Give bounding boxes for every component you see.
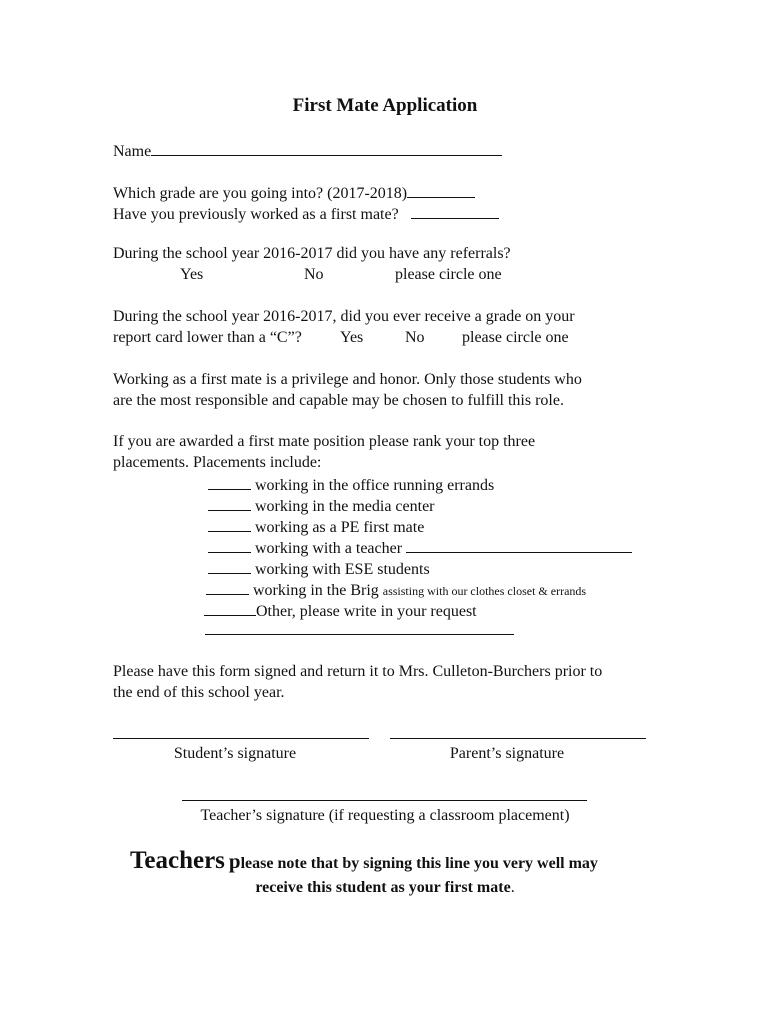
- referrals-yes[interactable]: Yes: [180, 266, 204, 283]
- placement-office: [208, 473, 494, 496]
- teacher-signature-line[interactable]: [182, 800, 587, 801]
- grade-c-circle-note: please circle one: [462, 329, 569, 346]
- grade-c-line1: During the school year 2016-2017, did you ever receive a grade on your: [113, 308, 575, 325]
- teacher-signature-label: Teacher’s signature (if requesting a classroom placement): [200, 807, 570, 824]
- placement-office-label: working in the office running errands: [255, 477, 495, 494]
- name-blank[interactable]: [151, 139, 502, 156]
- placement-teacher-label: working with a teacher: [255, 540, 403, 557]
- privilege-line1: Working as a first mate is a privilege and honor. Only those students who: [113, 371, 582, 388]
- placement-media-label: working in the media center: [255, 498, 435, 515]
- teacher-name-blank[interactable]: [406, 536, 632, 553]
- rank-line1: If you are awarded a first mate position please rank your top three: [113, 433, 536, 450]
- teachers-word: Teachers: [130, 847, 225, 874]
- teachers-note-p: p: [228, 849, 241, 873]
- placement-other: [204, 599, 477, 622]
- grade-question: Which grade are you going into? (2017-2018): [113, 185, 408, 202]
- teachers-note-rest: lease note that by signing this line you very well may: [240, 855, 598, 872]
- teachers-note-period: .: [510, 879, 515, 896]
- student-signature-label: Student’s signature: [173, 745, 297, 762]
- referrals-question: During the school year 2016-2017 did you have any referrals?: [113, 245, 511, 262]
- name-label: Name: [113, 143, 152, 160]
- grade-c-no[interactable]: No: [405, 329, 425, 346]
- return-line2: the end of this school year.: [113, 684, 285, 701]
- rank-blank-other[interactable]: [204, 599, 256, 616]
- placement-ese: [208, 557, 430, 580]
- previous-row: [113, 202, 499, 225]
- parent-signature-line[interactable]: [390, 738, 646, 739]
- privilege-line2: are the most responsible and capable may be chosen to fulfill this role.: [113, 392, 564, 409]
- placement-pe-label: working as a PE first mate: [255, 519, 425, 536]
- placement-pe: [208, 515, 424, 538]
- placement-other-label: Other, please write in your request: [256, 603, 477, 620]
- rank-blank-pe[interactable]: [208, 515, 251, 532]
- rank-blank-office[interactable]: [208, 473, 251, 490]
- placement-ese-label: working with ESE students: [255, 561, 430, 578]
- previous-blank[interactable]: [411, 202, 499, 219]
- return-line1: Please have this form signed and return it to Mrs. Culleton-Burchers prior to: [113, 663, 603, 680]
- rank-blank-brig[interactable]: [206, 578, 249, 595]
- teachers-note-line2: [0, 877, 770, 898]
- grade-row: [113, 181, 475, 204]
- teachers-note-line2-text: receive this student as your first mate: [255, 879, 511, 896]
- previous-question: Have you previously worked as a first mate?: [113, 206, 399, 223]
- rank-line2: placements. Placements include:: [113, 454, 322, 471]
- referrals-circle-note: please circle one: [395, 266, 502, 283]
- parent-signature-label: Parent’s signature: [449, 745, 565, 762]
- rank-blank-ese[interactable]: [208, 557, 251, 574]
- teachers-note-line1: [130, 846, 598, 879]
- rank-blank-media[interactable]: [208, 494, 251, 511]
- grade-blank[interactable]: [407, 181, 475, 198]
- placement-teacher: [208, 536, 632, 559]
- referrals-no[interactable]: No: [304, 266, 324, 283]
- grade-c-yes[interactable]: Yes: [340, 329, 364, 346]
- name-row: [113, 139, 502, 162]
- other-request-blank[interactable]: [205, 634, 514, 635]
- placement-brig-note: assisting with our clothes closet & errands: [382, 584, 587, 598]
- placement-media: [208, 494, 435, 517]
- grade-c-line2: report card lower than a “C”?: [113, 329, 302, 346]
- placement-brig-label: working in the Brig: [253, 582, 379, 599]
- rank-blank-teacher[interactable]: [208, 536, 251, 553]
- form-title: First Mate Application: [292, 95, 478, 116]
- student-signature-line[interactable]: [113, 738, 369, 739]
